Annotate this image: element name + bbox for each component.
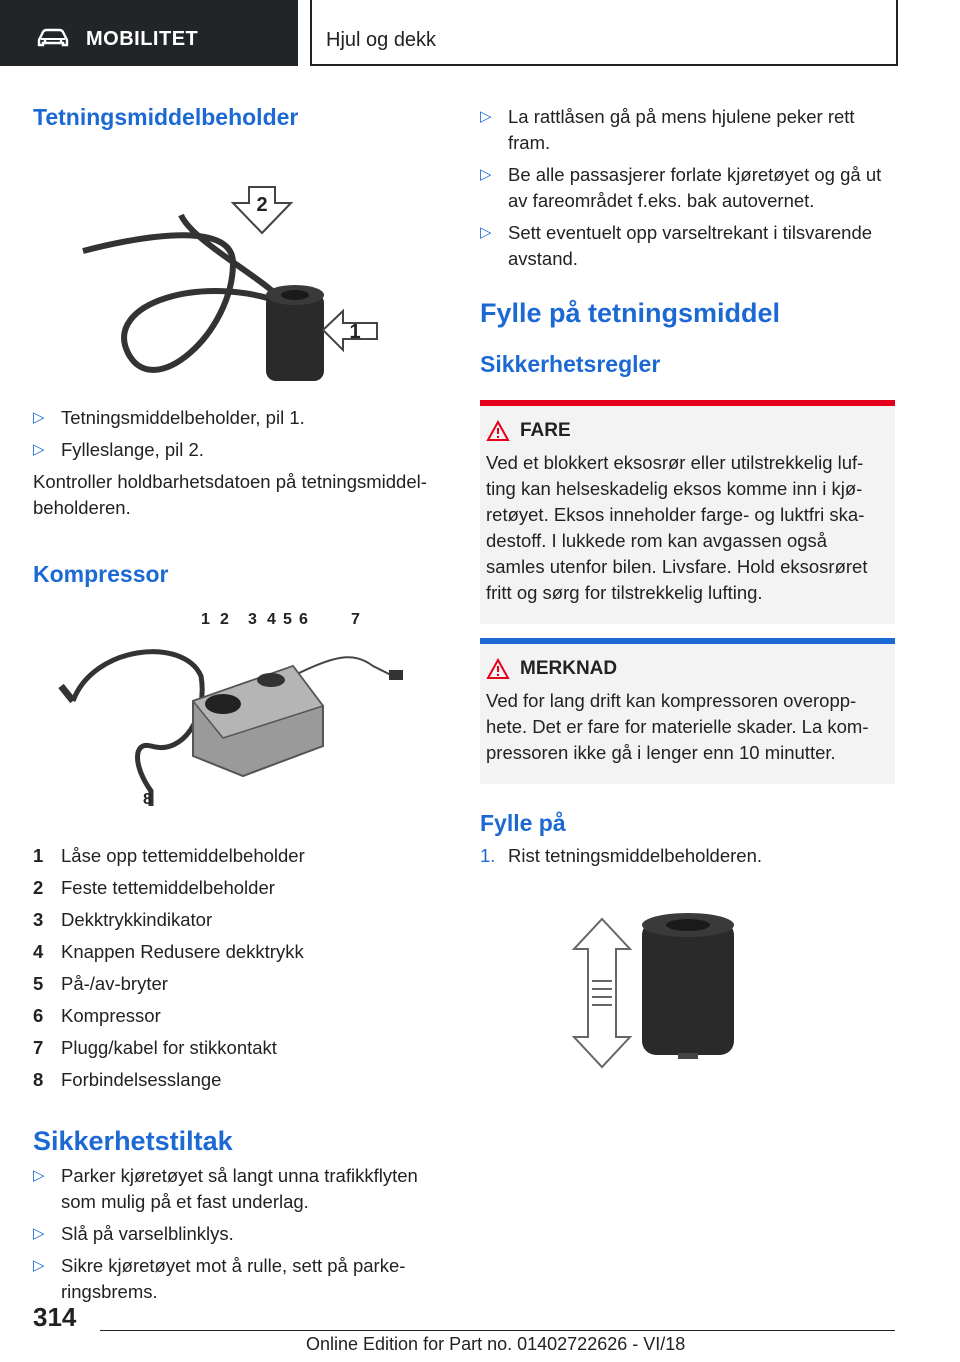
triangle-bullet-icon: ▷ xyxy=(480,108,492,125)
figure-label: 5 xyxy=(283,611,292,628)
component-list xyxy=(33,840,443,1096)
danger-title: FARE xyxy=(520,420,571,441)
warning-triangle-icon xyxy=(486,658,510,680)
triangle-bullet-icon: ▷ xyxy=(480,224,492,241)
danger-text: Ved et blokkert eksosrør eller utilstrekkelig luf‐ting kan helseskadelig eksos komme inn i kjø‐retøyet. Eksos inneholder farge- og luktfri ska‐destoff. I lukkede rom kan avgassen også samles utenfor bilen. Livsfare. Hold eksosrøret fritt og sørg for tilstrekkelig lufting. xyxy=(486,452,868,603)
container-bullets xyxy=(33,405,443,463)
triangle-bullet-icon: ▷ xyxy=(33,1167,45,1184)
chapter-header xyxy=(310,0,898,66)
figure-label: 4 xyxy=(267,611,276,628)
figure-label: 1 xyxy=(201,611,210,628)
section-tab xyxy=(0,0,298,66)
note-title: MERKNAD xyxy=(520,658,618,679)
safety-bullets xyxy=(33,1163,443,1305)
figure-label: 2 xyxy=(220,611,229,628)
list-item: ▷ La rattlåsen gå på mens hjulene peker rett fram. xyxy=(480,106,855,153)
list-item: 7 Plugg/kabel for stikkontakt xyxy=(33,1037,277,1058)
triangle-bullet-icon: ▷ xyxy=(33,441,45,458)
list-item: 3 Dekktrykkindikator xyxy=(33,909,213,930)
figure-label: 8 xyxy=(143,791,152,808)
step-number: 1. xyxy=(480,845,496,866)
figure-label: 6 xyxy=(299,611,308,628)
chapter-title: Hjul og dekk xyxy=(326,29,437,51)
list-item: ▷ Sikre kjøretøyet mot å rulle, sett på parke‐ringsbrems. xyxy=(33,1255,406,1302)
heading-fylle-pa-tetningsmiddel: Fylle på tetningsmiddel xyxy=(480,298,781,328)
danger-box xyxy=(480,400,895,624)
list-item: 8 Forbindelsesslange xyxy=(33,1069,222,1090)
heading-fylle-pa: Fylle på xyxy=(480,810,566,836)
edition-text: Online Edition for Part no. 01402722626 - VI/18 xyxy=(306,1334,686,1354)
list-item: 5 På-/av-bryter xyxy=(33,973,168,994)
note-text: Ved for lang drift kan kompressoren overopp‐hete. Det er fare for materielle skader. La kom‐pressoren ikke gå i lenger enn 10 minutter. xyxy=(486,690,869,763)
figure-label: 7 xyxy=(351,611,360,628)
triangle-bullet-icon: ▷ xyxy=(33,1225,45,1242)
list-item: 6 Kompressor xyxy=(33,1005,161,1026)
warning-triangle-icon xyxy=(486,420,510,442)
list-item: 2 Feste tettemiddelbeholder xyxy=(33,877,275,898)
right-column xyxy=(480,96,895,1073)
prep-bullets xyxy=(480,104,895,272)
figure-label: 2 xyxy=(256,194,268,216)
list-item: ▷ Tetningsmiddelbeholder, pil 1. xyxy=(33,405,443,431)
list-item: 4 Knappen Redusere dekktrykk xyxy=(33,941,304,962)
figure-label: 1 xyxy=(349,321,361,343)
list-item: ▷ Be alle passasjerer forlate kjøretøyet og gå ut av fareområdet f.eks. bak autovernet. xyxy=(480,164,882,211)
page-number: 314 xyxy=(33,1302,77,1332)
left-column xyxy=(33,96,443,1311)
shake-container-figure xyxy=(480,913,895,1073)
car-icon xyxy=(36,28,70,48)
figure-label: 3 xyxy=(248,611,257,628)
list-item: ▷ Parker kjøretøyet så langt unna trafikkflyten som mulig på et fast underlag. xyxy=(33,1165,418,1212)
list-item: ▷ Slå på varselblinklys. xyxy=(33,1221,443,1247)
triangle-bullet-icon: ▷ xyxy=(33,409,45,426)
compressor-figure xyxy=(33,606,443,826)
triangle-bullet-icon: ▷ xyxy=(33,1257,45,1274)
heading-sikkerhetsregler: Sikkerhetsregler xyxy=(480,351,661,377)
list-item: ▷ Fylleslange, pil 2. xyxy=(33,437,443,463)
footer-divider xyxy=(100,1330,895,1331)
step-item xyxy=(480,845,895,867)
list-item: ▷ Sett eventuelt opp varseltrekant i tilsvarende avstand. xyxy=(480,222,873,269)
body-text: Kontroller holdbarhetsdatoen på tetningsmiddel‐beholderen. xyxy=(33,471,427,518)
note-box xyxy=(480,638,895,784)
heading-sikkerhetstiltak: Sikkerhetstiltak xyxy=(33,1126,233,1156)
heading-tetningsmiddelbeholder: Tetningsmiddelbeholder xyxy=(33,104,299,130)
step-text: Rist tetningsmiddelbeholderen. xyxy=(508,845,763,866)
heading-kompressor: Kompressor xyxy=(33,561,169,587)
sealant-container-figure xyxy=(33,153,443,393)
triangle-bullet-icon: ▷ xyxy=(480,166,492,183)
list-item: 1 Låse opp tettemiddelbeholder xyxy=(33,845,305,866)
section-title: MOBILITET xyxy=(86,28,199,50)
